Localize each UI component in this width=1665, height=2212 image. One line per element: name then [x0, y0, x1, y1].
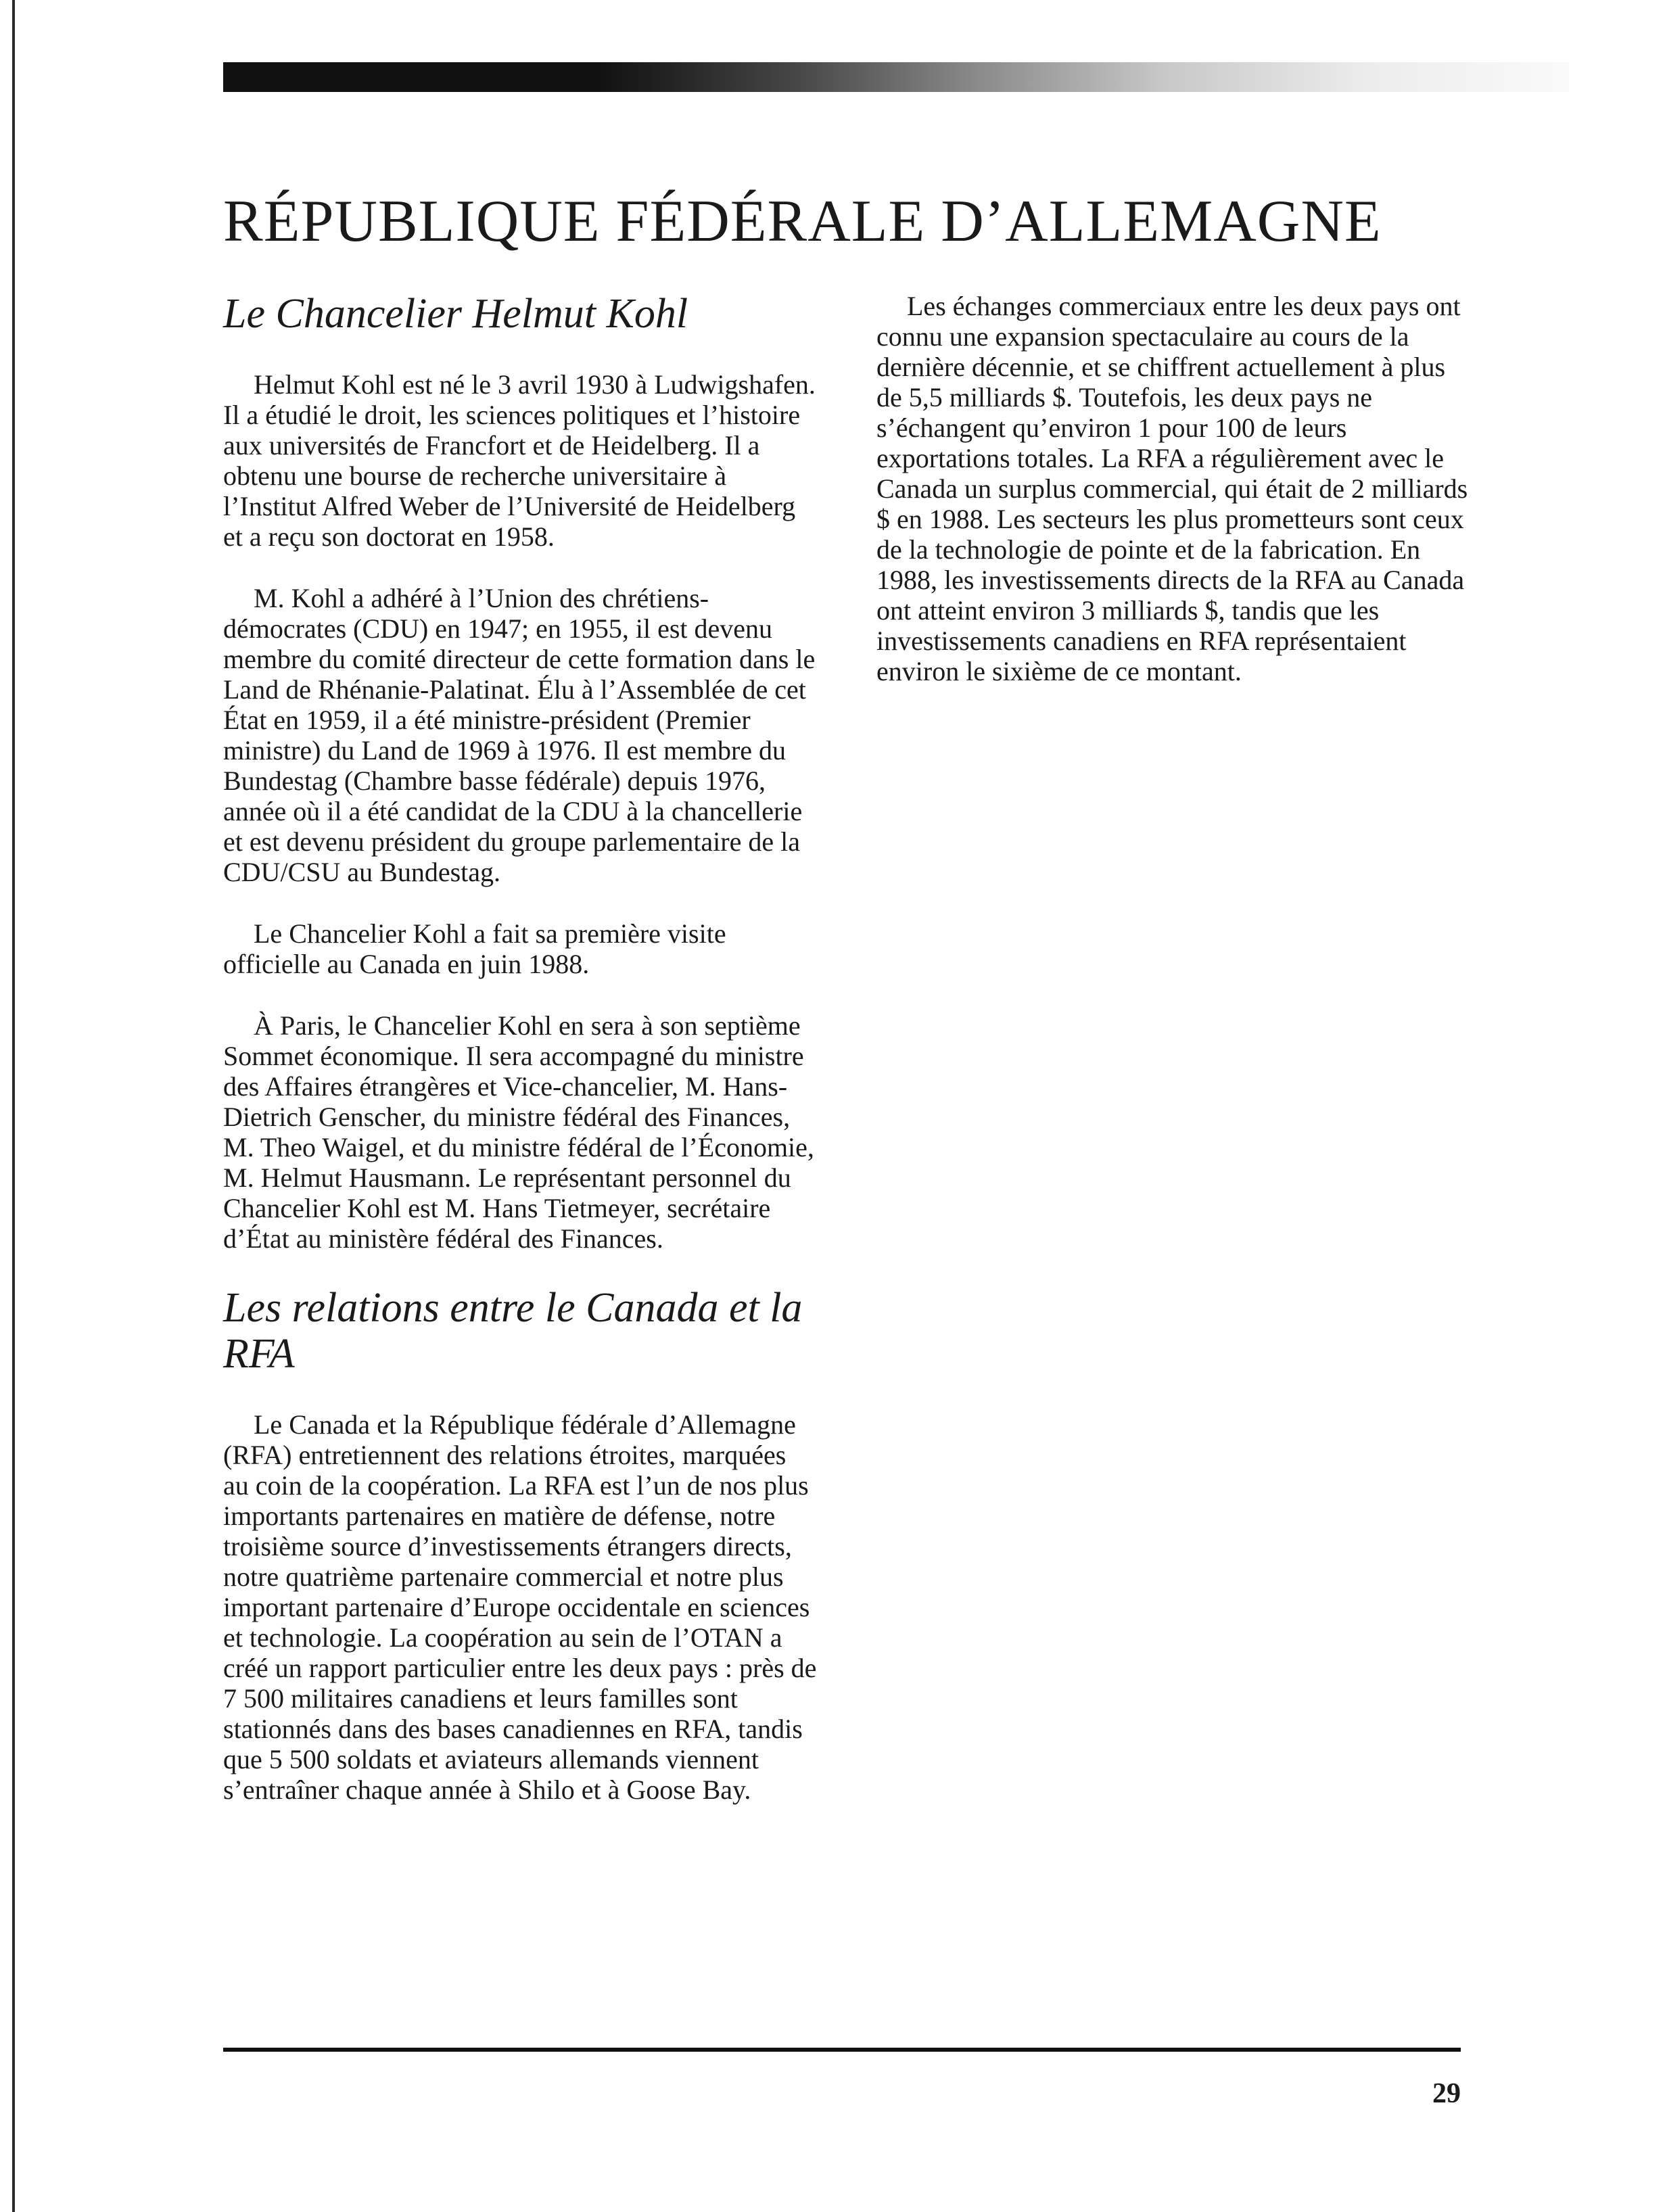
paragraph: Le Canada et la République fédérale d’Allemagne (RFA) entretiennent des relations étroites, marquées au coin de la coopération. La RFA est l’un de nos plus importants partenaires en matière de défense, notre troisième source d’investissements étrangers directs, notre quatrième partenaire commercial et notre plus important partenaire d’Europe occidentale en sciences et technologie. La coopération au sein de l’OTAN a créé un rapport particulier entre les deux pays : près de 7 500 militaires canadiens et leurs familles sont stationnés dans des bases canadiennes en RFA, tandis que 5 500 soldats et aviateurs allemands viennent s’entraîner chaque année à Shilo et à Goose Bay.: [223, 1409, 817, 1805]
paragraph: Helmut Kohl est né le 3 avril 1930 à Ludwigshafen. Il a étudié le droit, les sciences politiques et l’histoire aux universités de Francfort et de Heidelberg. Il a obtenu une bourse de recherche universitaire à l’Institut Alfred Weber de l’Université de Heidelberg et a reçu son doctorat en 1958.: [223, 369, 816, 552]
header-decorative-bar: [223, 62, 1569, 92]
scan-edge-line: [12, 0, 15, 2212]
section-heading-relations: Les relations entre le Canada et la RFA: [223, 1285, 803, 1377]
paragraph: Les échanges commerciaux entre les deux pays ont connu une expansion spectaculaire au cours de la dernière décennie, et se chiffrent actuellement à plus de 5,5 milliards $. Toutefois, les deux pays ne s’échangent qu’environ 1 pour 100 de leurs exportations totales. La RFA a régulièrement avec le Canada un surplus commercial, qui était de 2 milliards $ en 1988. Les secteurs les plus prometteurs sont ceux de la technologie de pointe et de la fabrication. En 1988, les investissements directs de la RFA au Canada ont atteint environ 3 milliards $, tandis que les investissements canadiens en RFA représentaient environ le sixième de ce montant.: [876, 291, 1468, 686]
page-title: RÉPUBLIQUE FÉDÉRALE D’ALLEMAGNE: [223, 189, 1382, 254]
page-number: 29: [1432, 2078, 1461, 2109]
section-heading-kohl: Le Chancelier Helmut Kohl: [223, 291, 688, 337]
paragraph: À Paris, le Chancelier Kohl en sera à son septième Sommet économique. Il sera accompagné du ministre des Affaires étrangères et Vice-chancelier, M. Hans-Dietrich Genscher, du ministre fédéral des Finances, M. Theo Waigel, et du ministre fédéral de l’Économie, M. Helmut Hausmann. Le représentant personnel du Chancelier Kohl est M. Hans Tietmeyer, secrétaire d’État au ministère fédéral des Finances.: [223, 1010, 814, 1254]
paragraph: M. Kohl a adhéré à l’Union des chrétiens-démocrates (CDU) en 1947; en 1955, il est devenu membre du comité directeur de cette formation dans le Land de Rhénanie-Palatinat. Élu à l’Assemblée de cet État en 1959, il a été ministre-président (Premier ministre) du Land de 1969 à 1976. Il est membre du Bundestag (Chambre basse fédérale) depuis 1976, année où il a été candidat de la CDU à la chancellerie et est devenu président du groupe parlementaire de la CDU/CSU au Bundestag.: [223, 583, 816, 887]
footer-rule: [223, 2048, 1461, 2052]
right-column: [876, 291, 1472, 717]
paragraph: Le Chancelier Kohl a fait sa première visite officielle au Canada en juin 1988.: [223, 918, 726, 979]
left-column: [223, 291, 818, 1836]
